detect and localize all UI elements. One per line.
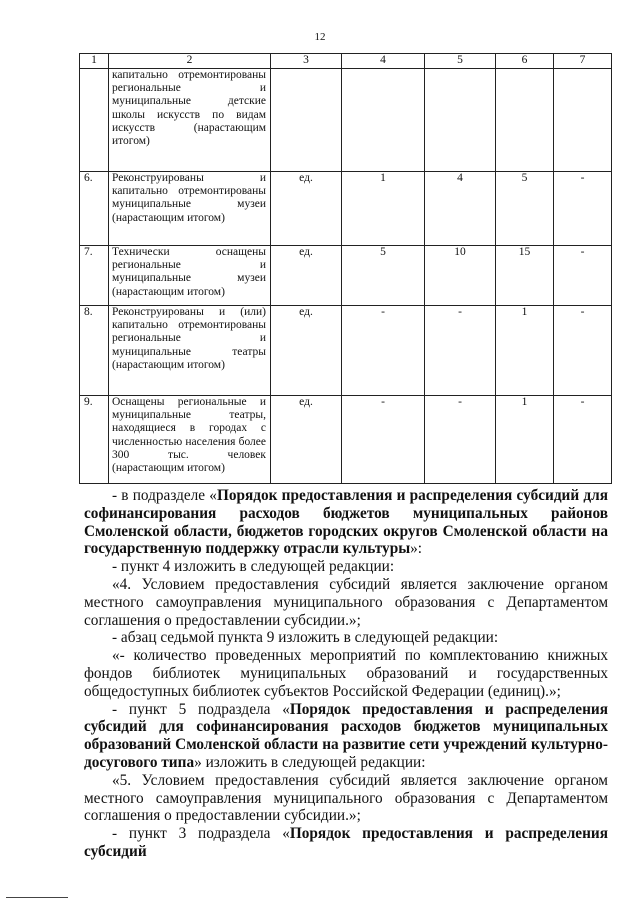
value-cell: - — [554, 246, 612, 306]
unit-cell: ед. — [271, 396, 342, 484]
paragraph: - пункт 5 подраздела «Порядок предоставления и распределения субсидий для софинансирования расходов бюджетов муниципальных образований Смоленской области на развитие сети учреждений культурно-досугового типа» изложить в следующей редакции: — [84, 700, 608, 771]
table-row — [80, 172, 612, 246]
paragraph: «5. Условием предоставления субсидий является заключение органом местного самоуправления муниципального образования с Департаментом соглашения о предоставлении субсидии.»; — [84, 771, 608, 825]
value-cell: 1 — [342, 172, 425, 246]
subsection-title: Порядок предоставления и распределения субсидий — [84, 825, 608, 860]
subsection-title: Порядок предоставления и распределения субсидий для софинансирования расходов бюджетов муниципальных образований Смоленской области на развитие сети учреждений культурно-досугового типа — [84, 700, 608, 771]
value-cell: 5 — [496, 172, 554, 246]
value-cell: 4 — [425, 172, 496, 246]
row-number: 6. — [80, 172, 109, 246]
column-header: 5 — [425, 54, 496, 69]
value-cell — [496, 69, 554, 172]
indicator-name: Реконструированы и капитально отремонтированы муниципальные музеи (нарастающим итогом) — [109, 172, 271, 246]
row-number: 7. — [80, 246, 109, 306]
value-cell: - — [342, 306, 425, 396]
column-header: 2 — [109, 54, 271, 69]
paragraph: - пункт 3 подраздела «Порядок предоставления и распределения субсидий — [84, 825, 608, 860]
table-row — [80, 246, 612, 306]
indicator-name: Технически оснащены региональные и муниципальные музеи (нарастающим итогом) — [109, 246, 271, 306]
document-body — [84, 487, 608, 861]
value-cell — [342, 69, 425, 172]
indicator-name: Оснащены региональные и муниципальные театры, находящиеся в городах с численностью населения более 300 тыс. человек (нарастающим итогом) — [109, 396, 271, 484]
value-cell: 5 — [342, 246, 425, 306]
footer-rule — [6, 897, 68, 898]
paragraph: - пункт 4 изложить в следующей редакции: — [112, 558, 395, 576]
value-cell: 1 — [496, 396, 554, 484]
table-row — [80, 306, 612, 396]
table-header-row — [80, 54, 612, 69]
value-cell: - — [342, 396, 425, 484]
value-cell: - — [425, 396, 496, 484]
indicator-name: Реконструированы и (или) капитально отремонтированы региональные и муниципальные театры (нарастающим итогом) — [109, 306, 271, 396]
value-cell — [554, 69, 612, 172]
row-number: 9. — [80, 396, 109, 484]
indicator-name: капитально отремонтированы региональные и муниципальные детские школы искусств по видам искусств (нарастающим итогом) — [109, 69, 271, 172]
value-cell: - — [425, 306, 496, 396]
row-number: 8. — [80, 306, 109, 396]
subsection-title: Порядок предоставления и распределения субсидий для софинансирования расходов бюджетов муниципальных районов Смоленской области, бюджетов городских округов Смоленской области на государственную поддержку отрасли культуры — [84, 487, 608, 558]
paragraph: - абзац седьмой пункта 9 изложить в следующей редакции: — [112, 629, 499, 647]
value-cell — [425, 69, 496, 172]
column-header: 6 — [496, 54, 554, 69]
value-cell: - — [554, 306, 612, 396]
column-header: 7 — [554, 54, 612, 69]
value-cell: - — [554, 396, 612, 484]
unit-cell: ед. — [271, 172, 342, 246]
column-header: 3 — [271, 54, 342, 69]
value-cell: 15 — [496, 246, 554, 306]
unit-cell — [271, 69, 342, 172]
paragraph: «- количество проведенных мероприятий по комплектованию книжных фондов библиотек муниципальных образований и государственных общедоступных библиотек субъектов Российской Федерации (единиц).»; — [84, 647, 608, 700]
paragraph: - в подразделе «Порядок предоставления и распределения субсидий для софинансирования расходов бюджетов муниципальных районов Смоленской области, бюджетов городских округов Смоленской области на государственную поддержку отрасли культуры»: — [84, 487, 608, 558]
column-header: 1 — [80, 54, 109, 69]
value-cell: 1 — [496, 306, 554, 396]
table-row — [80, 69, 612, 172]
row-number — [80, 69, 109, 172]
page-number: 12 — [314, 31, 326, 43]
column-header: 4 — [342, 54, 425, 69]
unit-cell: ед. — [271, 246, 342, 306]
unit-cell: ед. — [271, 306, 342, 396]
indicators-table — [79, 53, 612, 484]
value-cell: - — [554, 172, 612, 246]
paragraph: «4. Условием предоставления субсидий является заключение органом местного самоуправления муниципального образования с Департаментом соглашения о предоставлении субсидии.»; — [84, 575, 608, 629]
value-cell: 10 — [425, 246, 496, 306]
table-row — [80, 396, 612, 484]
